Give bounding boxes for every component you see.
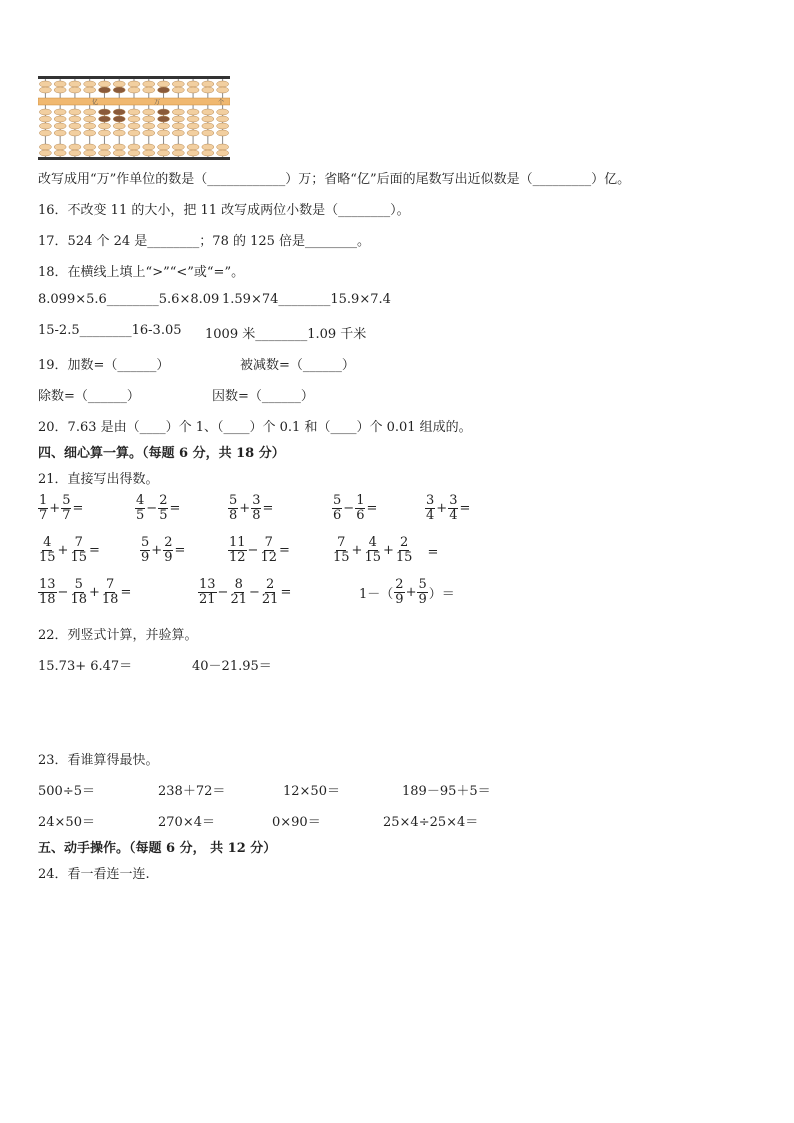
- fraction: [251, 494, 261, 523]
- operator: −: [146, 501, 158, 516]
- denominator: 18: [101, 592, 119, 607]
- operator: +: [151, 543, 163, 558]
- numerator: 7: [264, 535, 273, 550]
- numerator: 7: [74, 535, 83, 550]
- denominator: 7: [62, 508, 71, 523]
- abacus-bead: [187, 123, 199, 129]
- abacus-bead: [69, 123, 81, 129]
- abacus-bead: [113, 109, 125, 115]
- fraction: [140, 536, 150, 565]
- denominator: 21: [230, 592, 247, 607]
- operator: −: [57, 585, 69, 600]
- numerator: 5: [229, 493, 238, 508]
- abacus-bead: [39, 130, 51, 136]
- abacus-bead: [39, 116, 51, 122]
- numerator: 5: [141, 535, 150, 550]
- abacus-bead: [128, 150, 140, 156]
- denominator: 9: [141, 550, 150, 565]
- abacus-bead: [84, 116, 96, 122]
- numerator: 2: [164, 535, 173, 550]
- operator: ）＝: [428, 587, 455, 602]
- abacus-bead: [172, 81, 184, 87]
- abacus-bead: [158, 109, 170, 115]
- q23-r2-1: 270×4＝: [158, 815, 215, 830]
- q21-title: 21．直接写出得数。: [38, 472, 159, 487]
- abacus-bead: [158, 150, 170, 156]
- abacus-bead: [158, 130, 170, 136]
- abacus-bead: [128, 144, 140, 150]
- abacus-bead: [217, 123, 229, 129]
- denominator: 18: [70, 592, 87, 607]
- numerator: 1: [39, 493, 48, 508]
- abacus-bead: [98, 144, 110, 150]
- abacus-bead: [172, 87, 184, 93]
- denominator: 5: [136, 508, 145, 523]
- abacus-bead: [143, 150, 155, 156]
- numerator: 5: [62, 493, 71, 508]
- q16-text: 16．不改变 11 的大小，把 11 改写成两位小数是（________）。: [38, 203, 410, 218]
- denominator: 15: [333, 550, 350, 565]
- q23-r1-0: 500÷5＝: [38, 784, 95, 799]
- abacus-label-yi: 亿: [92, 99, 99, 106]
- numerator: 2: [266, 577, 275, 592]
- fraction: [425, 494, 435, 523]
- abacus-bead: [217, 87, 229, 93]
- q21-expression: [140, 536, 186, 565]
- q22-a: 15.73+ 6.47＝: [38, 659, 133, 674]
- fraction: [228, 494, 238, 523]
- q18-title: 18．在横线上填上“>”“<”或“=”。: [38, 265, 245, 280]
- abacus-bead: [54, 150, 66, 156]
- abacus-bead: [172, 130, 184, 136]
- abacus-bead: [69, 109, 81, 115]
- q21-expression: [425, 494, 471, 523]
- operator: −: [249, 585, 260, 600]
- abacus-bead: [143, 87, 155, 93]
- fraction: [198, 578, 217, 607]
- numerator: 5: [333, 493, 342, 508]
- numerator: 2: [400, 535, 409, 550]
- abacus-bead: [39, 150, 51, 156]
- abacus-bead: [187, 130, 199, 136]
- q17-text: 17．524 个 24 是________；78 的 125 倍是________。: [38, 234, 371, 249]
- abacus-bead: [98, 116, 110, 122]
- numerator: 5: [418, 577, 427, 592]
- abacus-bead: [187, 144, 199, 150]
- abacus-bead: [113, 144, 125, 150]
- operator: −: [217, 585, 229, 600]
- q21-expression: [135, 494, 181, 523]
- abacus-image: [38, 76, 230, 160]
- abacus-bead: [158, 81, 170, 87]
- q19-c: 除数=（______）: [38, 389, 140, 404]
- abacus-bead: [54, 81, 66, 87]
- q23-title: 23．看谁算得最快。: [38, 753, 159, 768]
- abacus-bead: [113, 123, 125, 129]
- abacus-bead: [39, 87, 51, 93]
- abacus-bead: [54, 116, 66, 122]
- q18-row2a: 15-2.5________16-3.05: [38, 323, 182, 338]
- abacus-bead: [143, 123, 155, 129]
- abacus-bead: [187, 87, 199, 93]
- abacus-bead: [217, 144, 229, 150]
- abacus-bead: [172, 144, 184, 150]
- q19-a: 19．加数=（______）: [38, 358, 170, 373]
- abacus-bead: [172, 109, 184, 115]
- operator: =: [366, 501, 378, 516]
- abacus-bead: [128, 81, 140, 87]
- fraction: [158, 494, 168, 523]
- abacus-bead: [202, 144, 214, 150]
- abacus-bead: [202, 116, 214, 122]
- q18-row2b: 1009 米________1.09 千米: [205, 327, 367, 342]
- fraction: [259, 536, 278, 565]
- numerator: 5: [74, 577, 83, 592]
- abacus-bead: [143, 116, 155, 122]
- abacus-bead: [113, 130, 125, 136]
- q21-expression: [228, 536, 291, 565]
- q24-title: 24．看一看连一连.: [38, 867, 150, 882]
- abacus-bead: [128, 123, 140, 129]
- denominator: 21: [261, 592, 279, 607]
- abacus-bead: [202, 150, 214, 156]
- abacus-bead: [39, 109, 51, 115]
- q21-expression: [332, 536, 439, 565]
- abacus-bead: [54, 130, 66, 136]
- operator: +: [405, 585, 417, 600]
- abacus-bead: [143, 144, 155, 150]
- operator: +: [351, 543, 363, 558]
- fraction: [355, 494, 365, 523]
- q22-b: 40－21.95＝: [192, 659, 272, 674]
- operator: =: [169, 501, 181, 516]
- denominator: 9: [418, 592, 427, 607]
- abacus-bead: [84, 144, 96, 150]
- abacus-bead: [54, 123, 66, 129]
- abacus-bead: [128, 130, 140, 136]
- fraction: [261, 578, 280, 607]
- abacus-bead: [113, 116, 125, 122]
- operator: +: [436, 501, 448, 516]
- abacus-bead: [113, 87, 125, 93]
- operator: +: [49, 501, 61, 516]
- fraction: [363, 536, 382, 565]
- numerator: 13: [199, 577, 216, 592]
- fraction: [417, 578, 427, 607]
- denominator: 9: [164, 550, 173, 565]
- fraction: [61, 494, 71, 523]
- q23-r2-0: 24×50＝: [38, 815, 95, 830]
- abacus-bead: [143, 109, 155, 115]
- fraction: [101, 578, 120, 607]
- denominator: 12: [260, 550, 277, 565]
- fraction: [332, 536, 351, 565]
- section4-title: 四、细心算一算。（每题 6 分，共 18 分）: [38, 446, 285, 461]
- abacus-bead: [143, 130, 155, 136]
- abacus-bead: [217, 130, 229, 136]
- q21-expression: [38, 578, 132, 607]
- denominator: 12: [229, 550, 246, 565]
- abacus-bead: [98, 123, 110, 129]
- abacus-bead: [54, 144, 66, 150]
- abacus-bead: [69, 87, 81, 93]
- abacus-bead: [98, 109, 110, 115]
- denominator: 8: [229, 508, 238, 523]
- abacus-bead: [84, 130, 96, 136]
- denominator: 15: [39, 550, 56, 565]
- q22-title: 22．列竖式计算，并验算。: [38, 628, 198, 643]
- denominator: 5: [159, 508, 168, 523]
- abacus-bead: [69, 81, 81, 87]
- numerator: 3: [426, 493, 435, 508]
- q21-expression: [332, 494, 378, 523]
- q21-expression: [38, 536, 101, 565]
- fraction: [38, 494, 48, 523]
- abacus-bead: [217, 116, 229, 122]
- operator: =: [174, 543, 186, 558]
- abacus-bead: [172, 150, 184, 156]
- abacus-bead: [128, 109, 140, 115]
- abacus-bead: [84, 109, 96, 115]
- fraction: [135, 494, 145, 523]
- q23-r2-2: 0×90＝: [272, 815, 321, 830]
- abacus-bead: [39, 123, 51, 129]
- numerator: 11: [229, 535, 246, 550]
- q21-expression: [228, 494, 274, 523]
- abacus-bead: [158, 87, 170, 93]
- denominator: 6: [333, 508, 342, 523]
- abacus-bead: [217, 109, 229, 115]
- operator: =: [72, 501, 84, 516]
- abacus-bead: [39, 81, 51, 87]
- operator: 1－（: [359, 587, 394, 602]
- abacus-bead: [69, 116, 81, 122]
- abacus-bead: [84, 123, 96, 129]
- denominator: 9: [395, 592, 404, 607]
- numerator: 2: [159, 493, 168, 508]
- fraction: [69, 536, 88, 565]
- q18-row1a: 8.099×5.6________5.6×8.09: [38, 292, 220, 307]
- abacus-bead: [187, 150, 199, 156]
- q19-b: 被减数=（______）: [240, 358, 355, 373]
- q21-expression: [38, 494, 84, 523]
- abacus-bead: [202, 123, 214, 129]
- abacus-bead: [69, 144, 81, 150]
- operator: +: [239, 501, 251, 516]
- abacus-bead: [217, 81, 229, 87]
- numerator: 3: [252, 493, 261, 508]
- operator: +: [57, 543, 69, 558]
- operator: +: [383, 543, 394, 558]
- q21-expression: [358, 578, 456, 607]
- abacus-bead: [202, 81, 214, 87]
- fraction: [395, 536, 414, 565]
- q23-r1-3: 189－95＋5＝: [402, 784, 491, 799]
- abacus-bead: [128, 116, 140, 122]
- numerator: 4: [43, 535, 52, 550]
- abacus-bead: [98, 130, 110, 136]
- abacus-bead: [54, 109, 66, 115]
- numerator: 3: [449, 493, 458, 508]
- abacus-bead: [202, 130, 214, 136]
- q21-expression: [198, 578, 292, 607]
- abacus-bead: [84, 150, 96, 156]
- abacus-bead: [113, 81, 125, 87]
- operator: =: [120, 585, 132, 600]
- operator: =: [89, 543, 100, 558]
- abacus-bead: [98, 150, 110, 156]
- abacus-label-wan: 万: [154, 99, 161, 106]
- q15-text: 改写成用“万”作单位的数是（____________）万；省略“亿”后面的尾数写出近似数是（_________）亿。: [38, 172, 631, 187]
- fraction: [38, 536, 57, 565]
- fraction: [228, 536, 247, 565]
- abacus-bead: [202, 87, 214, 93]
- q19-d: 因数=（______）: [212, 389, 314, 404]
- fraction: [229, 578, 248, 607]
- abacus-label-ge: 个: [218, 99, 225, 106]
- abacus-bead: [69, 130, 81, 136]
- numerator: 4: [136, 493, 145, 508]
- abacus-bead: [84, 81, 96, 87]
- fraction: [163, 536, 173, 565]
- denominator: 4: [449, 508, 458, 523]
- operator: =: [414, 545, 439, 560]
- abacus-bead: [158, 116, 170, 122]
- operator: −: [343, 501, 355, 516]
- q23-r1-1: 238＋72＝: [158, 784, 226, 799]
- q18-row1b: 1.59×74________15.9×7.4: [222, 292, 391, 307]
- q23-r2-3: 25×4÷25×4＝: [383, 815, 479, 830]
- operator: −: [247, 543, 259, 558]
- abacus-bead: [54, 87, 66, 93]
- denominator: 6: [356, 508, 365, 523]
- operator: +: [89, 585, 100, 600]
- fraction: [394, 578, 404, 607]
- denominator: 7: [39, 508, 48, 523]
- numerator: 1: [356, 493, 365, 508]
- section5-title: 五、动手操作。（每题 6 分， 共 12 分）: [38, 841, 277, 856]
- numerator: 7: [106, 577, 115, 592]
- abacus-bead: [172, 116, 184, 122]
- operator: =: [279, 543, 290, 558]
- abacus-bead: [128, 87, 140, 93]
- abacus-bead: [158, 123, 170, 129]
- denominator: 15: [395, 550, 413, 565]
- abacus-bead: [69, 150, 81, 156]
- numerator: 13: [39, 577, 56, 592]
- numerator: 7: [337, 535, 346, 550]
- abacus-bead: [187, 109, 199, 115]
- abacus-bead: [187, 116, 199, 122]
- denominator: 21: [199, 592, 216, 607]
- abacus-bead: [172, 123, 184, 129]
- abacus-bead: [84, 87, 96, 93]
- abacus-bead: [217, 150, 229, 156]
- denominator: 15: [364, 550, 381, 565]
- numerator: 8: [234, 577, 243, 592]
- denominator: 4: [426, 508, 435, 523]
- abacus-bead: [98, 81, 110, 87]
- denominator: 18: [39, 592, 56, 607]
- fraction: [332, 494, 342, 523]
- denominator: 8: [252, 508, 261, 523]
- operator: =: [459, 501, 471, 516]
- numerator: 2: [395, 577, 404, 592]
- q23-r1-2: 12×50＝: [283, 784, 340, 799]
- abacus-bead: [143, 81, 155, 87]
- q20-text: 20．7.63 是由（____）个 1、（____）个 0.1 和（____）个 0.01 组成的。: [38, 420, 472, 435]
- fraction: [69, 578, 88, 607]
- abacus-bead: [113, 150, 125, 156]
- abacus-bead: [202, 109, 214, 115]
- operator: =: [262, 501, 274, 516]
- abacus-bead: [158, 144, 170, 150]
- operator: =: [280, 585, 292, 600]
- numerator: 4: [368, 535, 377, 550]
- fraction: [448, 494, 458, 523]
- denominator: 15: [70, 550, 87, 565]
- abacus-bead: [187, 81, 199, 87]
- abacus-bead: [98, 87, 110, 93]
- fraction: [38, 578, 57, 607]
- abacus-bead: [39, 144, 51, 150]
